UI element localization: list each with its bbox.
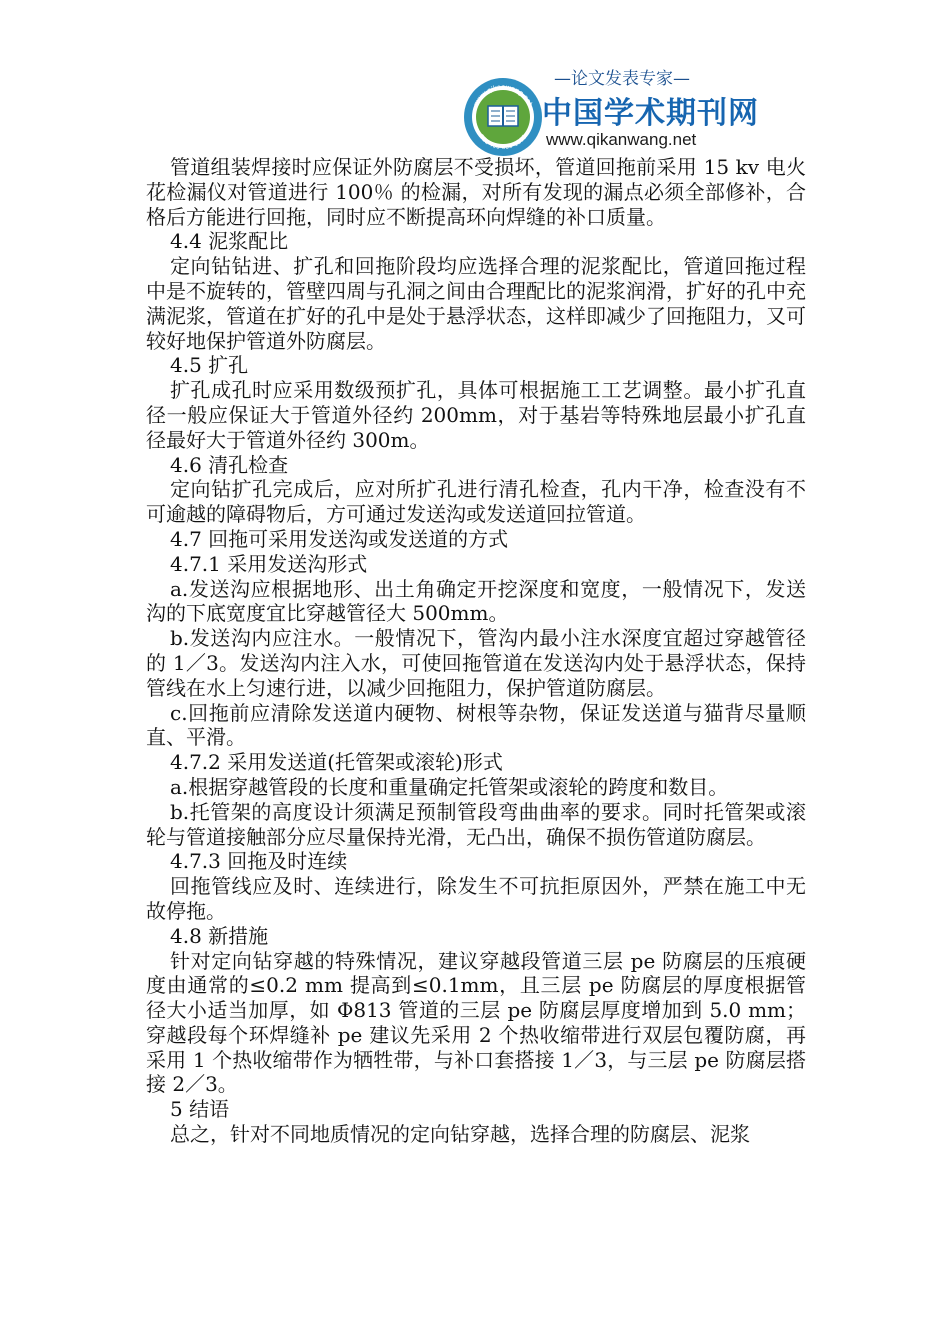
body-paragraph: c.回拖前应清除发送道内硬物、树根等杂物，保证发送道与猫背尽量顺直、平滑。 bbox=[146, 700, 806, 750]
logo-site-url[interactable]: www.qikanwang.net bbox=[546, 130, 697, 149]
article-body bbox=[146, 155, 806, 1147]
body-paragraph: 扩孔成孔时应采用数级预扩孔，具体可根据施工工艺调整。最小扩孔直径一般应保证大于管道外径约 200mm，对于基岩等特殊地层最小扩孔直径最好大于管道外径约 300m。 bbox=[146, 378, 806, 452]
section-heading: 4.7 回拖可采用发送沟或发送道的方式 bbox=[170, 526, 509, 551]
seal-text-bottom: TEL 400-000-1285 bbox=[477, 133, 529, 152]
section-heading: 4.7.3 回拖及时连续 bbox=[170, 849, 348, 874]
body-paragraph: a.根据穿越管段的长度和重量确定托管架或滚轮的跨度和数目。 bbox=[170, 774, 729, 799]
section-heading: 4.7.1 采用发送沟形式 bbox=[170, 551, 368, 576]
section-heading: 4.8 新措施 bbox=[170, 923, 269, 948]
body-paragraph: b.发送沟内应注水。一般情况下，管沟内最小注水深度宜超过穿越管径的 1／3。发送沟内注入水，可使回拖管道在发送沟内处于悬浮状态，保持管线在水上匀速行进，以减少回拖阻力，保护管道防腐层。 bbox=[146, 626, 806, 700]
section-heading: 5 结语 bbox=[170, 1097, 230, 1122]
body-paragraph: 总之，针对不同地质情况的定向钻穿越，选择合理的防腐层、泥浆 bbox=[170, 1122, 750, 1147]
section-heading: 4.7.2 采用发送道(托管架或滚轮)形式 bbox=[170, 750, 503, 775]
body-paragraph: 定向钻钻进、扩孔和回拖阶段均应选择合理的泥浆配比，管道回拖过程中是不旋转的，管壁四周与孔洞之间由合理配比的泥浆润滑，扩好的孔中充满泥浆，管道在扩好的孔中是处于悬浮状态，这样即减少了回拖阻力，又可较好地保护管道外防腐层。 bbox=[146, 254, 806, 353]
body-paragraph: a.发送沟应根据地形、出土角确定开挖深度和宽度，一般情况下，发送沟的下底宽度宜比穿越管径大 500mm。 bbox=[146, 576, 806, 626]
site-logo[interactable] bbox=[462, 62, 759, 152]
logo-brand-name: 中国学术期刊网 bbox=[542, 96, 759, 131]
body-paragraph: 定向钻扩孔完成后，应对所扩孔进行清孔检查，孔内干净，检查没有不可逾越的障碍物后，方可通过发送沟或发送道回拉管道。 bbox=[146, 477, 806, 527]
logo-slogan: —论文发表专家— bbox=[554, 69, 690, 89]
seal-text-top: www.qikanwang.net bbox=[471, 82, 535, 108]
body-paragraph: 回拖管线应及时、连续进行，除发生不可抗拒原因外，严禁在施工中无故停拖。 bbox=[146, 874, 806, 923]
section-heading: 4.4 泥浆配比 bbox=[170, 229, 289, 254]
section-heading: 4.6 清孔检查 bbox=[170, 452, 289, 477]
body-paragraph: b.托管架的高度设计须满足预制管段弯曲曲率的要求。同时托管架或滚轮与管道接触部分应尽量保持光滑，无凸出，确保不损伤管道防腐层。 bbox=[146, 799, 806, 849]
body-paragraph: 管道组装焊接时应保证外防腐层不受损坏，管道回拖前采用 15 kv 电火花检漏仪对管道进行 100％ 的检漏，对所有发现的漏点必须全部修补，合格后方能进行回拖，同时应不断提高环向焊缝的补口质量。 bbox=[146, 155, 806, 229]
body-paragraph: 针对定向钻穿越的特殊情况，建议穿越段管道三层 pe 防腐层的压痕硬度由通常的≤0.2 mm 提高到≤0.1mm，且三层 pe 防腐层的厚度根据管径大小适当加厚，如 Φ813 管道的三层 pe 防腐层厚度增加到 5.0 mm；穿越段每个环焊缝补 pe 建议先采用 2 个热收缩带进行双层包覆防腐，再采用 1 个热收缩带作为牺牲带，与补口套搭接 1／3，与三层 pe 防腐层搭接 2／3。 bbox=[146, 948, 806, 1097]
section-heading: 4.5 扩孔 bbox=[170, 353, 249, 378]
seal-emblem-icon bbox=[462, 76, 544, 158]
